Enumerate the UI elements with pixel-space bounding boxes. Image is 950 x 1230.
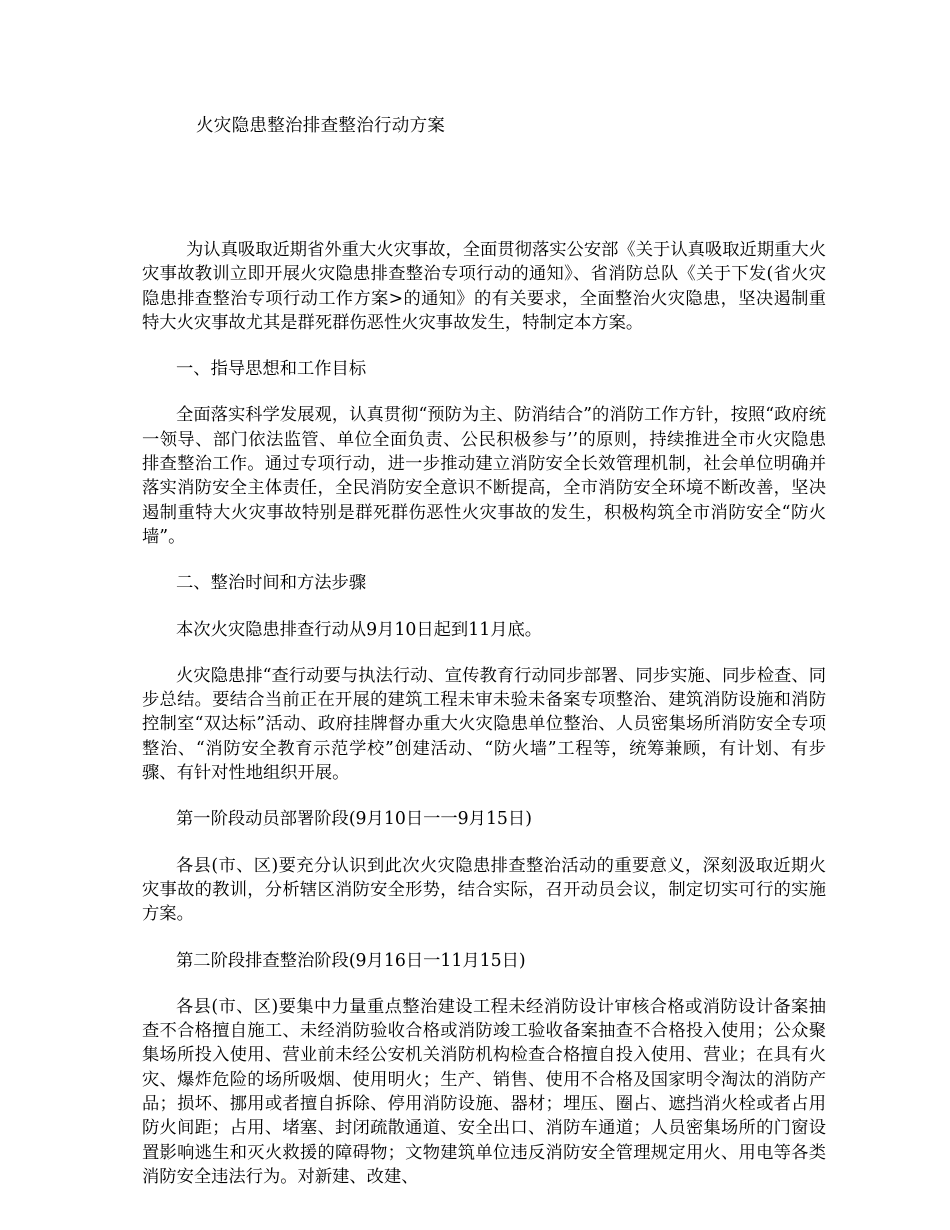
- guiding-ideology-paragraph: 全面落实科学发展观，认真贯彻“预防为主、防消结合”的消防工作方针，按照“政府统一领导、部门依法监管、单位全面负责、公民积极参与’’的原则，持续推进全市火灾隐患排查整治工作。通过专项行动，进一步推动建立消防安全长效管理机制，社会单位明确并落实消防安全主体责任，全民消防安全意识不断提高，全市消防安全环境不断改善，坚决遏制重特大火灾事故特别是群死群伤恶性火灾事故的发生，积极构筑全市消防安全“防火墙”。: [142, 405, 826, 547]
- phase-two-paragraph: 各县(市、区)要集中力量重点整治建设工程未经消防设计审核合格或消防设计备案抽查不合格擅自施工、未经消防验收合格或消防竣工验收备案抽查不合格投入使用；公众聚集场所投入使用、营业前未经公安机关消防机构检查合格擅自投入使用、营业；在具有火灾、爆炸危险的场所吸烟、使用明火；生产、销售、使用不合格及国家明令淘汰的消防产品；损坏、挪用或者擅自拆除、停用消防设施、器材；埋压、圈占、遮挡消火栓或者占用防火间距；占用、堵塞、封闭疏散通道、安全出口、消防车通道；人员密集场所的门窗设置影响逃生和灭火救援的障碍物；文物建筑单位违反消防安全管理规定用火、用电等各类消防安全违法行为。对新建、改建、: [142, 996, 826, 1187]
- phase-one-heading: 第一阶段动员部署阶段(9月10日一一9月15日): [176, 809, 532, 830]
- document-body: [142, 238, 826, 1189]
- schedule-method-paragraph: 火灾隐患排“查行动要与执法行动、宣传教育行动同步部署、同步实施、同步检查、同步总结。要结合当前正在开展的建筑工程未审未验未备案专项整治、建筑消防设施和消防控制室“双达标”活动、政府挂牌督办重大火灾隐患单位整治、人员密集场所消防安全专项整治、“消防安全教育示范学校”创建活动、“防火墙”工程等，统筹兼顾，有计划、有步骤、有针对性地组织开展。: [142, 665, 826, 784]
- phase-two-heading: 第二阶段排查整治阶段(9月16日一11月15日): [176, 950, 526, 971]
- schedule-duration-paragraph: 本次火灾隐患排查行动从9月10日起到11月底。: [176, 619, 543, 640]
- intro-paragraph: 为认真吸取近期省外重大火灾事故，全面贯彻落实公安部《关于认真吸取近期重大火灾事故教训立即开展火灾隐患排查整治专项行动的通知》、省消防总队《关于下发(省火灾隐患排查整治专项行动工作方案>的通知》的有关要求，全面整治火灾隐患，坚决遏制重特大火灾事故尤其是群死群伤恶性火灾事故发生，特制定本方案。: [142, 240, 826, 333]
- section-heading-schedule: 二、整治时间和方法步骤: [176, 573, 367, 594]
- document-title: 火灾隐患整治排查整治行动方案: [196, 116, 446, 136]
- phase-one-paragraph: 各县(市、区)要充分认识到此次火灾隐患排查整治活动的重要意义，深刻汲取近期火灾事故的教训，分析辖区消防安全形势，结合实际，召开动员会议，制定切实可行的实施方案。: [142, 855, 826, 925]
- section-heading-guiding-ideology: 一、指导思想和工作目标: [176, 359, 367, 380]
